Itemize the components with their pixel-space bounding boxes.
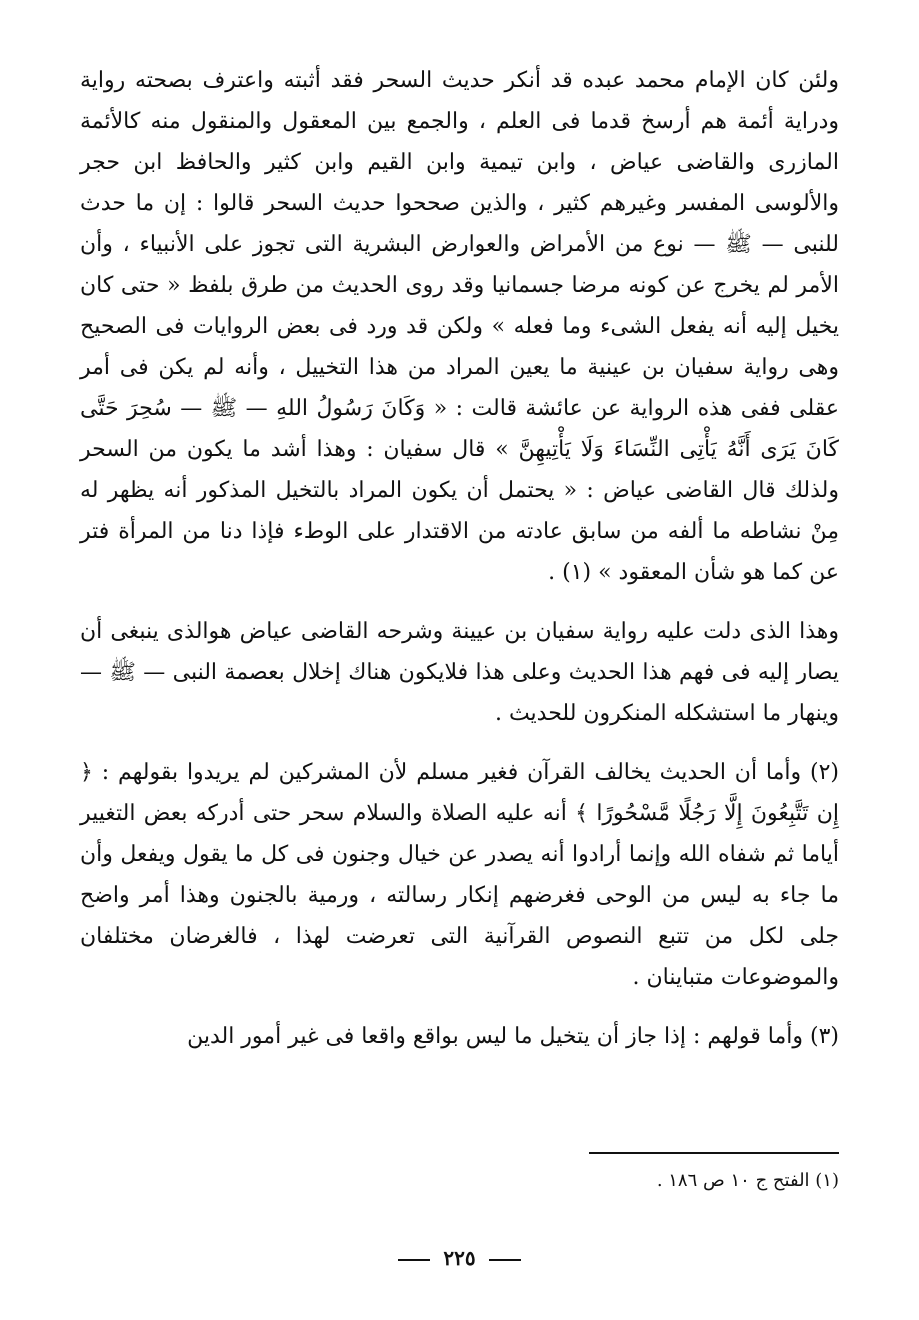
page-number-dash-left: [398, 1259, 430, 1261]
paragraph-3: (٢) وأما أن الحديث يخالف القرآن فغير مسلم لأن المشركين لم يريدوا بقولهم : ﴿ إِن تَتَّبِعُونَ إِلَّا رَجُلًا مَّسْحُورًا ﴾ أنه عليه الصلاة والسلام سحر حتى أدركه بعض التغيير أياما ثم شفاه الله وإنما أرادوا أنه يصدر عن خيال وجنون فى كل ما يقول ويفعل وأن ما جاء به ليس من الوحى فغرضهم إنكار رسالته ، ورمية بالجنون وهذا أمر واضح جلى لكل من تتبع النصوص القرآنية التى تعرضت لهذا ، فالغرضان مختلفان والموضوعات متباينان .: [80, 760, 839, 990]
page-number: ٢٢٥: [443, 1246, 476, 1270]
paragraph-2: وهذا الذى دلت عليه رواية سفيان بن عيينة وشرحه القاضى عياض هوالذى ينبغى أن يصار إليه فى فهم هذا الحديث وعلى هذا فلايكون هناك إخلال بعصمة النبى — ﷺ — وينهار ما استشكله المنكرون للحديث .: [80, 619, 839, 726]
main-text: [80, 60, 839, 1057]
page-number-container: [0, 1246, 919, 1270]
page-number-dash-right: [489, 1259, 521, 1261]
paragraph-1: ولئن كان الإمام محمد عبده قد أنكر حديث السحر فقد أثبته واعترف بصحته رواية ودراية أئمة هم أرسخ قدما فى العلم ، والجمع بين المعقول والمنقول منه كالأئمة المازرى والقاضى عياض ، وابن تيمية وابن القيم وابن كثير والحافظ ابن حجر والألوسى المفسر وغيرهم كثير ، والذين صححوا حديث السحر قالوا : إن ما حدث للنبى — ﷺ — نوع من الأمراض والعوارض البشرية التى تجوز على الأنبياء ، وأن الأمر لم يخرج عن كونه مرضا جسمانيا وقد روى الحديث من طرق بلفظ « حتى كان يخيل إليه أنه يفعل الشىء وما فعله » ولكن قد ورد فى بعض الروايات فى الصحيح وهى رواية سفيان بن عينية ما يعين المراد من هذا التخييل ، وأنه لم يكن فى أمر عقلى ففى هذه الرواية عن عائشة قالت : « وَكَانَ رَسُولُ اللهِ — ﷺ — سُحِرَ حَتَّى كَانَ يَرَى أَنَّهُ يَأْتِى النِّسَاءَ وَلَا يَأْتِيهِنَّ » قال سفيان : وهذا أشد ما يكون من السحر ولذلك قال القاضى عياض : « يحتمل أن يكون المراد بالتخيل المذكور أنه يظهر له مِنْ نشاطه ما ألفه من سابق عادته من الاقتدار على الوطء فإذا دنا من المرأة فتر عن كما هو شأن المعقود » (١) .: [80, 68, 840, 585]
footnote: (١) الفتح ج ١٠ ص ١٨٦ .: [656, 1170, 839, 1191]
paragraph-4: (٣) وأما قولهم : إذا جاز أن يتخيل ما ليس بواقع واقعا فى غير أمور الدين: [187, 1024, 839, 1049]
footnote-divider: [589, 1152, 839, 1154]
